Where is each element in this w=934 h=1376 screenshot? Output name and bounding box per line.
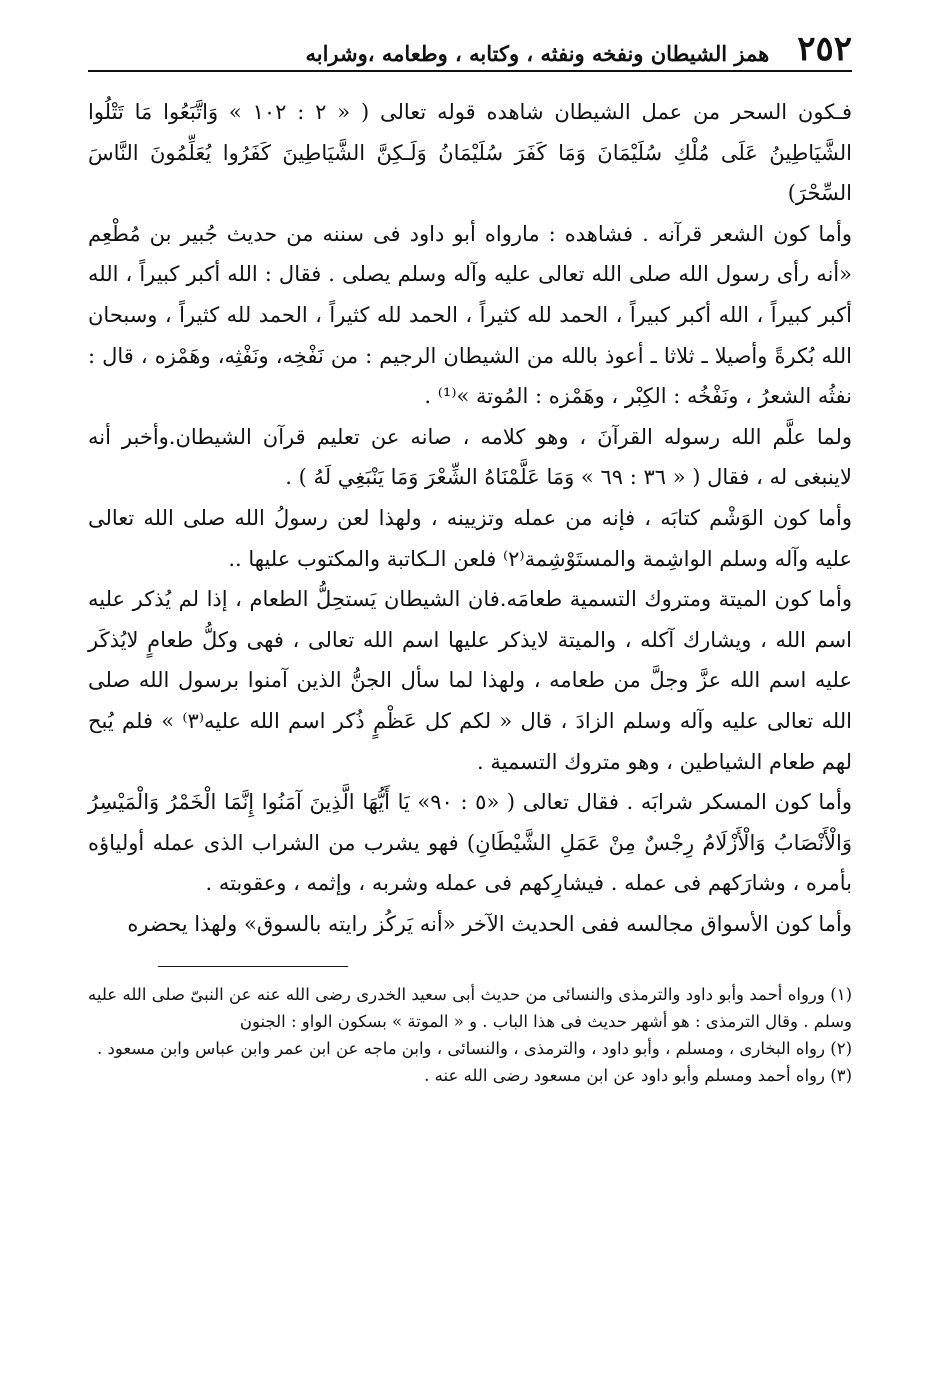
paragraph-tattoo: وأما كون الوَشْم كتابَه ، فإنه من عمله وتزيينه ، ولهذا لعن رسولُ الله صلى الله تعالى عليه وآله وسلم الواشِمة والمستَوْشِمة⁽٢⁾ فلعن الـكاتبة والمكتوب عليها ..	[88, 505, 852, 571]
page-number: ٢٥٢	[797, 29, 852, 69]
footnote-3: (٣) رواه أحمد ومسلم وأبو داود عن ابن مسعود رضى الله عنه .	[424, 1066, 852, 1086]
body-text	[88, 92, 852, 944]
footnote-1: (١) ورواه أحمد وأبو داود والترمذى والنسائى من حديث أبى سعيد الخدرى رضى الله عنه عن النبىّ صلى الله عليه وسلم . وقال الترمذى : هو أشهر حديث فى هذا الباب . و « الموتة » بسكون الواو : الجنون	[88, 985, 852, 1032]
footnote-2: (٢) رواه البخارى ، ومسلم ، وأبو داود ، والترمذى ، والنسائى ، وابن ماجه عن ابن عمر وابن عباس وابن مسعود .	[97, 1039, 852, 1059]
paragraph-quran-teaching: ولما علَّم الله رسوله القرآنَ ، وهو كلامه ، صانه عن تعليم قرآن الشيطان.وأخبر أنه لاينبغى له ، فقال ( « ٣٦ : ٦٩ » وَمَا عَلَّمْنَاهُ الشِّعْرَ وَمَا يَنْبَغِي لَهُ ) .	[88, 424, 852, 490]
paragraph-sorcery: فـكون السحر من عمل الشيطان شاهده قوله تعالى ( « ٢ : ١٠٢ » وَاتَّبَعُوا مَا تَتْلُوا الشَّيَاطِينُ عَلَى مُلْكِ سُلَيْمَانَ وَمَا كَفَرَ سُلَيْمَانُ وَلَـكِنَّ الشَّيَاطِينَ كَفَرُوا يُعَلِّمُونَ النَّاسَ السِّحْرَ)	[88, 100, 852, 206]
footnote-divider	[158, 966, 348, 967]
paragraph-markets: وأما كون الأسواق مجالسه ففى الحديث الآخر «أنه يَركُز رايته بالسوق» ولهذا يحضره	[127, 911, 852, 936]
paragraph-food: وأما كون الميتة ومتروك التسمية طعامَه.فان الشيطان يَستحِلُّ الطعام ، إذا لم يُذكر عليه اسم الله ، ويشارك آكله ، والميتة لايذكر عليها اسم الله تعالى ، فهى وكلُّ طعامٍ لايُذكَر عليه اسم الله عزَّ وجلَّ من طعامه ، ولهذا لما سأل الجنُّ الذين آمنوا برسول الله صلى الله تعالى عليه وآله وسلم الزادَ ، قال « لكم كل عَظْمٍ ذُكر اسم الله عليه⁽٣⁾ » فلم يُبح لهم طعام الشياطين ، وهو متروك التسمية .	[88, 587, 852, 774]
running-title: همز الشيطان ونفخه ونفثه ، وكتابه ، وطعامه ،وشرابه	[305, 40, 770, 66]
footnotes	[88, 981, 852, 1089]
paragraph-poetry: وأما كون الشعر قرآنه . فشاهده : مارواه أبو داود فى سننه من حديث جُبير بن مُطْعِم «أنه رأى رسول الله صلى الله تعالى عليه وآله وسلم يصلى . فقال : الله أكبر كبيراً ، الله أكبر كبيراً ، الله أكبر كبيراً ، الحمد لله كثيراً ، الحمد لله كثيراً ، الحمد لله كثيراً ، وسبحان الله بُكرةً وأصيلا ـ ثلاثا ـ أعوذ بالله من الشيطان الرجيم : من نَفْخِه، ونَفْثِه، وهَمْزه ، قال : نفثُه الشعرُ ، ونَفْخُه : الكِبْر ، وهَمْزه : المُوتة »⁽¹⁾ .	[88, 221, 852, 409]
page-header	[88, 22, 852, 72]
paragraph-drink: وأما كون المسكر شرابَه . فقال تعالى ( «٥ : ٩٠» يَا أَيُّهَا الَّذِينَ آمَنُوا إِنَّمَا الْخَمْرُ وَالْمَيْسِرُ وَالْأَنْصَابُ وَالْأَزْلَامُ رِجْسٌ مِنْ عَمَلِ الشَّيْطَانِ) فهو يشرب من الشراب الذى عمله أولياؤه بأمره ، وشارَكهم فى عمله . فيشارِكهم فى عمله وشربه ، وإثمه ، وعقوبته .	[88, 790, 852, 896]
